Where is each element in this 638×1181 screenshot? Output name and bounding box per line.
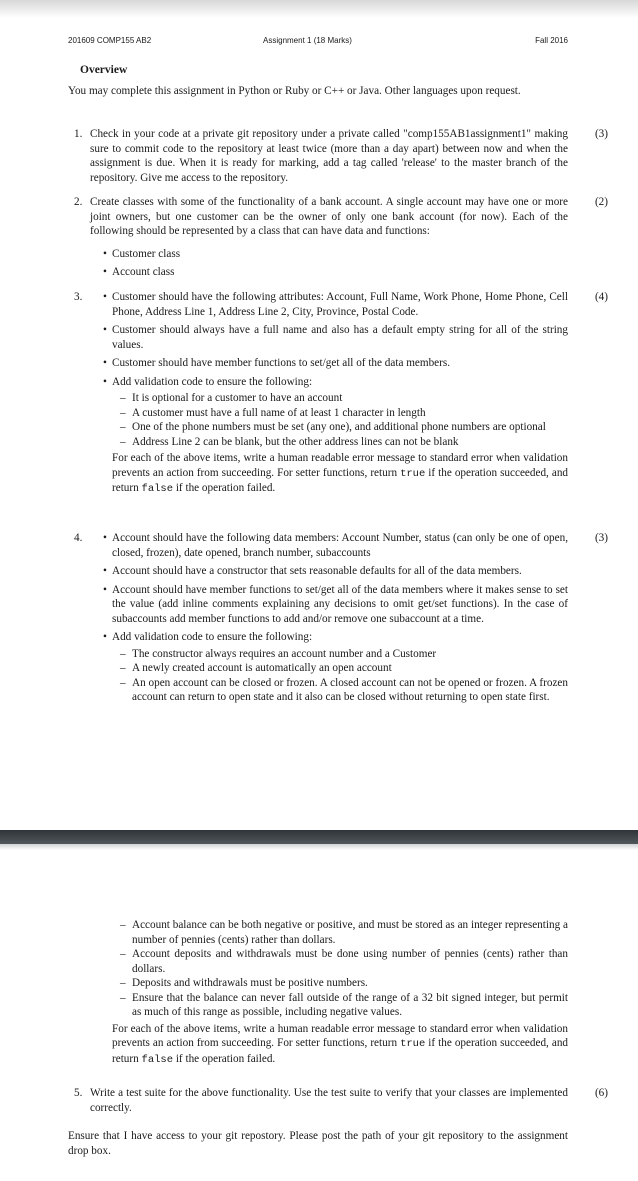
validation-item: – Account deposits and withdrawals must be done using number of pennies (cents) rather than dollars.	[68, 947, 568, 976]
customer-requirements	[68, 290, 608, 389]
question-marks: (4)	[594, 291, 608, 303]
header-term: Fall 2016	[535, 36, 568, 45]
question-text: Check in your code at a private git repository under a private called "comp155AB1assignment1" making sure to commit code to the repository at least twice (more than a day apart) between now and when the assignment is due. When it is ready for marking, add a tag called 'release' to the master branch of the repository. Give me access to the repository.	[90, 128, 568, 184]
question-text: Write a test suite for the above functionality. Use the test suite to verify that your classes are implemented correctly.	[90, 1087, 568, 1114]
class-list	[68, 247, 608, 280]
validation-item: – Deposits and withdrawals must be positive numbers.	[68, 976, 568, 991]
closing-instructions: Ensure that I have access to your git repostory. Please post the path of your git repository to the assignment drop box.	[68, 1130, 568, 1157]
top-shade	[0, 0, 638, 18]
list-item: • Account should have member functions to set/get all of the data members where it makes sense to set the value (add inline comments explaining any decisions to omit get/set functions). In the case of subaccounts add member functions to add and/or remove one subaccount at a time.	[68, 583, 568, 627]
question-2	[68, 195, 608, 284]
question-number: 2.	[74, 196, 83, 208]
validation-item: – Account balance can be both negative or positive, and must be stored as an integer representing a number of pennies (cents) rather than dollars.	[68, 918, 568, 947]
list-item: • Account class	[68, 265, 568, 280]
header-assignment-title: Assignment 1 (18 Marks)	[263, 36, 352, 45]
question-number: 4.	[74, 532, 83, 544]
validation-item: – One of the phone numbers must be set (any one), and additional phone numbers are optional	[68, 420, 568, 435]
question-4	[68, 531, 608, 705]
code-false: false	[141, 1053, 174, 1066]
validation-item: – A newly created account is automatically an open account	[68, 661, 568, 676]
question-4-continued	[68, 918, 608, 1067]
code-true: true	[400, 467, 426, 480]
validation-note: For each of the above items, write a human readable error message to standard error when validation prevents an action from succeeding. For setter functions, return true if the operation succeeded, and return false if the operation failed.	[112, 1022, 569, 1066]
account-requirements	[68, 531, 608, 645]
page-break-bar	[0, 830, 638, 844]
page-break-shade	[0, 844, 638, 850]
validation-item: – A customer must have a full name of at least 1 character in length	[68, 406, 568, 421]
validation-item: – Ensure that the balance can never fall outside of the range of a 32 bit signed integer, but permit as much of this range as possible, including negative values.	[68, 991, 568, 1020]
validation-note: For each of the above items, write a human readable error message to standard error when validation prevents an action from succeeding. For setter functions, return true if the operation succeeded, and return false if the operation failed.	[112, 452, 569, 495]
list-item: • Add validation code to ensure the following:	[68, 630, 568, 645]
header-course: 201609 COMP155 AB2	[68, 36, 152, 45]
question-marks: (3)	[594, 532, 608, 544]
code-true: true	[400, 1038, 426, 1050]
page-header	[68, 36, 568, 50]
question-marks: (6)	[594, 1087, 608, 1099]
question-number: 5.	[74, 1087, 83, 1099]
list-item: • Customer class	[68, 247, 568, 262]
question-marks: (3)	[594, 128, 608, 140]
list-item: • Account should have the following data members: Account Number, status (can only be one of open, closed, frozen), date opened, branch number, subaccounts	[68, 531, 568, 560]
list-item: • Customer should have member functions to set/get all of the data members.	[68, 356, 568, 371]
question-5	[68, 1086, 608, 1115]
question-number: 1.	[74, 128, 83, 140]
validation-item: – Address Line 2 can be blank, but the other address lines can not be blank	[68, 435, 568, 450]
validation-item: – The constructor always requires an account number and a Customer	[68, 647, 568, 662]
list-item: • Account should have a constructor that sets reasonable defaults for all of the data members.	[68, 564, 568, 579]
question-marks: (2)	[594, 196, 608, 208]
question-3	[68, 290, 608, 497]
code-false: false	[141, 483, 174, 495]
question-1	[68, 127, 608, 185]
list-item: • Add validation code to ensure the following:	[68, 375, 568, 390]
question-text: Create classes with some of the functionality of a bank account. A single account may have one or more joint owners, but one customer can be the owner of only one bank account (for now). Each of the following should be represented by a class that can have data and functions:	[90, 196, 568, 237]
validation-item: – An open account can be closed or frozen. A closed account can not be opened or frozen. A frozen account can return to open state and it also can be closed without returning to open state first.	[68, 676, 568, 705]
list-item: • Customer should always have a full name and also has a default empty string for all of the string values.	[68, 323, 568, 352]
overview-heading: Overview	[80, 64, 128, 76]
overview-text: You may complete this assignment in Python or Ruby or C++ or Java. Other languages upon request.	[68, 85, 521, 97]
validation-item: – It is optional for a customer to have an account	[68, 391, 568, 406]
list-item: • Customer should have the following attributes: Account, Full Name, Work Phone, Home Phone, Cell Phone, Address Line 1, Address Line 2, City, Province, Postal Code.	[68, 290, 568, 319]
question-number: 3.	[74, 291, 83, 303]
